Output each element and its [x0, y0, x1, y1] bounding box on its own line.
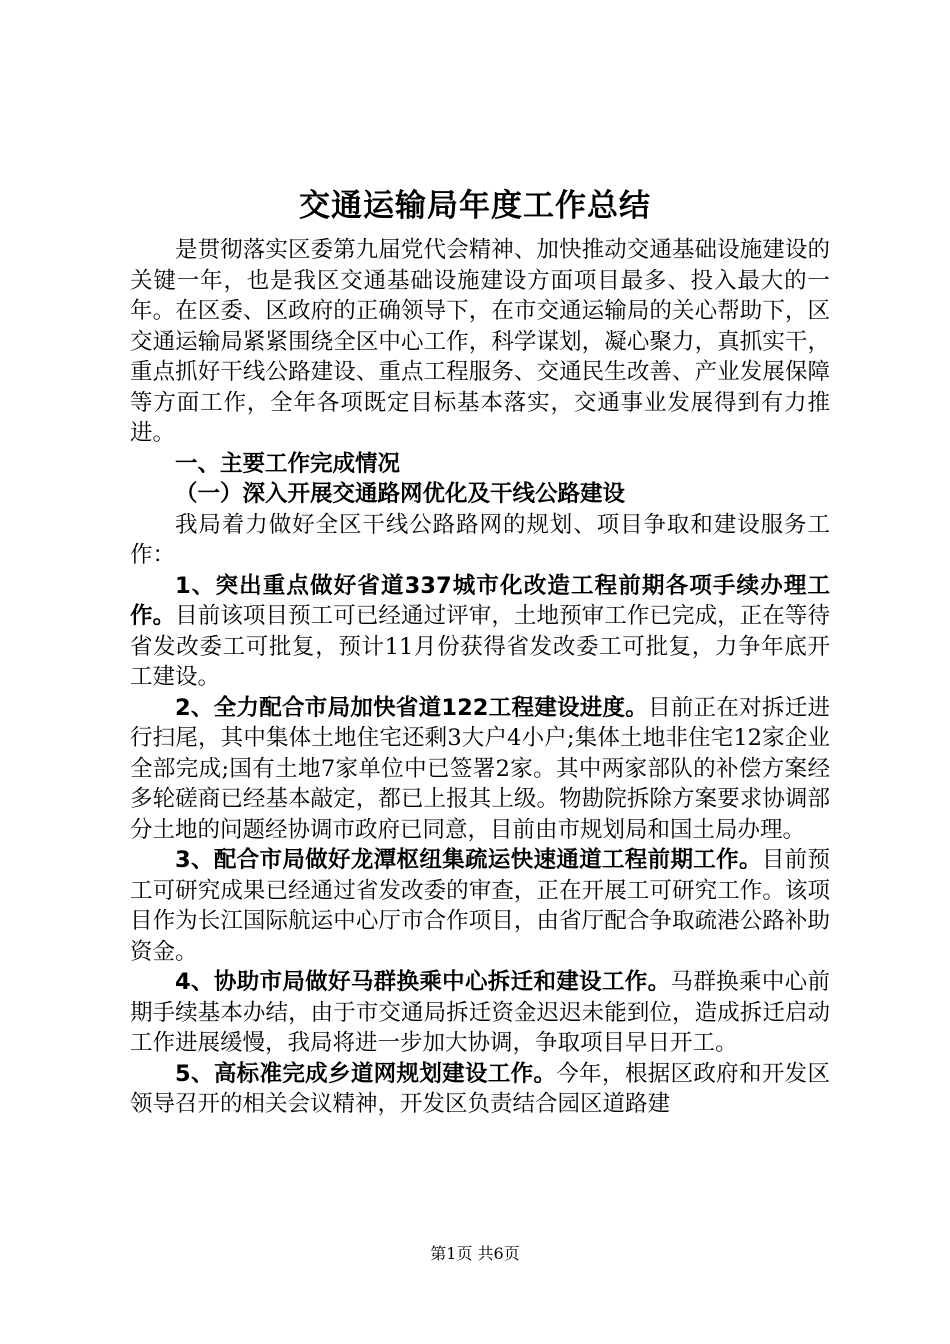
- item-paragraph-4: [130, 967, 830, 1059]
- item-text: 目前正在对拆迁进行扫尾，其中集体土地住宅还剩3大户4小户;集体土地非住宅12家企业全部完成;国有土地7家单位中已签署2家。其中两家部队的补偿方案经多轮磋商已经基本敲定，都已上报其上级。物勘院拆除方案要求协调部分土地的问题经协调市政府已同意，目前由市规划局和国土局办理。: [130, 694, 830, 843]
- item-lead: 1、突出重点做好省道337城市化改造工程前期各项手续办理工作。: [130, 572, 830, 629]
- document-body: [130, 235, 830, 1120]
- item-lead: 2、全力配合市局加快省道122工程建设进度。: [175, 694, 649, 721]
- item-text: 今年，根据区政府和开发区领导召开的相关会议精神，开发区负责结合园区道路建: [130, 1060, 830, 1117]
- subsection-intro-paragraph: 我局着力做好全区干线公路路网的规划、项目争取和建设服务工作：: [130, 511, 830, 568]
- item-lead: 3、配合市局做好龙潭枢纽集疏运快速通道工程前期工作。: [175, 847, 762, 873]
- subsection-heading: （一）深入开展交通路网优化及干线公路建设: [175, 481, 626, 507]
- intro-paragraph: 是贯彻落实区委第九届党代会精神、加快推动交通基础设施建设的关键一年，也是我区交通基础设施建设方面项目最多、投入最大的一年。在区委、区政府的正确领导下，在市交通运输局的关心帮助下，区交通运输局紧紧围绕全区中心工作，科学谋划，凝心聚力，真抓实干，重点抓好干线公路建设、重点工程服务、交通民生改善、产业发展保障等方面工作，全年各项既定目标基本落实，交通事业发展得到有力推进。: [130, 237, 830, 446]
- item-text: 目前该项目预工可已经通过评审，土地预审工作已完成，正在等待省发改委工可批复，预计11月份获得省发改委工可批复，力争年底开工建设。: [130, 603, 830, 690]
- item-paragraph-1: [130, 571, 830, 693]
- item-lead: 5、高标准完成乡道网规划建设工作。: [175, 1060, 557, 1087]
- item-paragraph-2: [130, 693, 830, 846]
- item-text: 目前预工可研究成果已经通过省发改委的审查，正在开展工可研究工作。该项目作为长江国际航运中心厅市合作项目，由省厅配合争取疏港公路补助资金。: [130, 847, 830, 965]
- document-title: 交通运输局年度工作总结: [299, 188, 651, 224]
- section-heading: 一、主要工作完成情况: [175, 450, 401, 477]
- item-text: 马群换乘中心前期手续基本办结，由于市交通局拆迁资金迟迟未能到位，造成拆迁启动工作进展缓慢，我局将进一步加大协调，争取项目早日开工。: [130, 969, 830, 1056]
- item-paragraph-3: [130, 845, 830, 967]
- item-paragraph-5: [130, 1059, 830, 1120]
- page-footer: 第1页 共6页: [430, 1244, 520, 1263]
- item-lead: 4、协助市局做好马群换乘中心拆迁和建设工作。: [175, 969, 671, 995]
